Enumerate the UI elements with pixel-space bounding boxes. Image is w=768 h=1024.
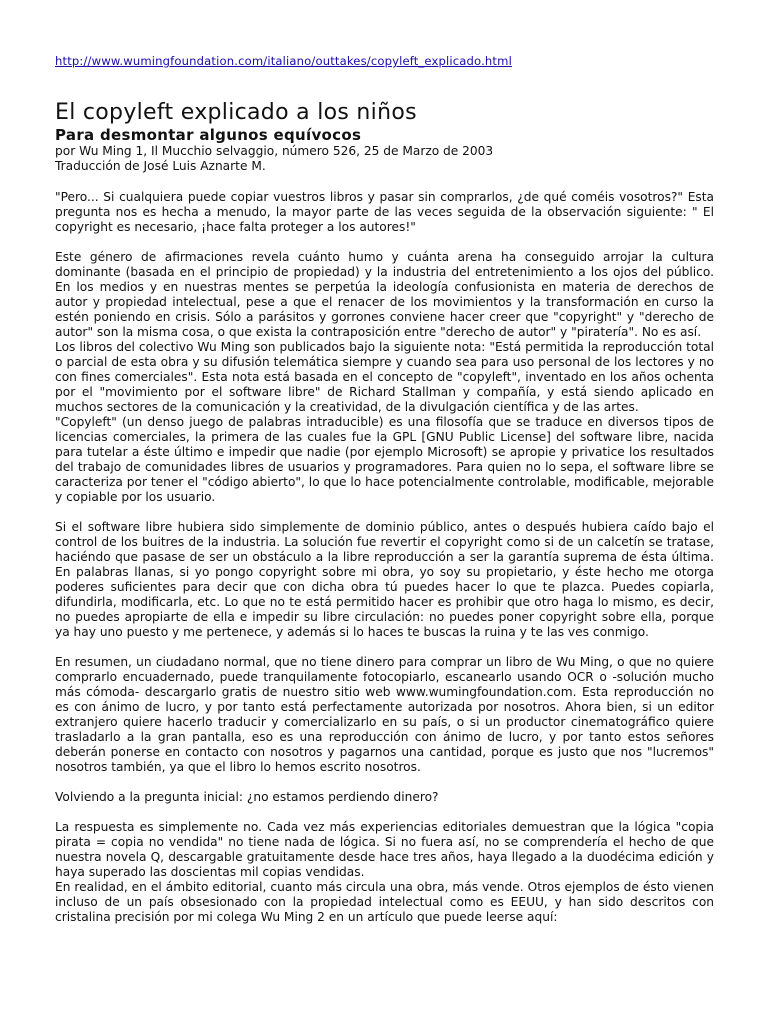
paragraph: "Copyleft" (un denso juego de palabras intraducible) es una filosofía que se traduce en diversos tipos de licencias comerciales, la primera de las cuales fue la GPL [GNU Public License] del software libre, nacida para tutelar a éste último e impedir que nadie (por ejemplo Microsoft) se apropie y privatice los resultados del trabajo de comunidades libres de usuarios y programadores. Para quien no lo sepa, el software libre se caracteriza por tener el "código abierto", lo que lo hace potencialmente controlable, modificable, mejorable y copiable por los usuario. [55,415,714,504]
translation-credit: Traducción de José Luis Aznarte M. [55,159,266,173]
article-title: El copyleft explicado a los niños [55,100,417,125]
source-url-link[interactable]: http://www.wumingfoundation.com/italiano/outtakes/copyleft_explicado.html [55,54,512,68]
paragraph: En realidad, en el ámbito editorial, cuanto más circula una obra, más vende. Otros ejemplos de ésto vienen incluso de un país obsesionado con la propiedad intelectual como es EEUU, y han sido descritos con cristalina precisión por mi colega Wu Ming 2 en un artículo que puede leerse aquí: [55,880,714,924]
paragraph: En resumen, un ciudadano normal, que no tiene dinero para comprar un libro de Wu Ming, o que no quiere comprarlo encuadernado, puede tranquilamente fotocopiarlo, escanearlo usando OCR o -solución mucho más cómoda- descargarlo gratis de nuestro sitio web www.wumingfoundation.com. Esta reproducción no es con ánimo de lucro, y por tanto está perfectamente autorizada por nosotros. Ahora bien, si un editor extranjero quiere hacerlo traducir y comercializarlo en su país, o si un productor cinematográfico quiere trasladarlo a la gran pantalla, eso es una reproducción con ánimo de lucro, y por tanto estos señores deberán ponerse en contacto con nosotros y pagarnos una cantidad, porque es justo que nos "lucremos" nosotros también, ya que el libro lo hemos escrito nosotros. [55,655,714,774]
article-body [55,190,714,925]
paragraph: La respuesta es simplemente no. Cada vez más experiencias editoriales demuestran que la lógica "copia pirata = copia no vendida" no tiene nada de lógica. Si no fuera así, no se comprendería el hecho de que nuestra novela Q, descargable gratuitamente desde hace tres años, haya llegado a la duodécima edición y haya superado las doscientas mil copias vendidas. [55,820,714,879]
paragraph: Este género de afirmaciones revela cuánto humo y cuánta arena ha conseguido arrojar la cultura dominante (basada en el principio de propiedad) y la industria del entretenimiento a los ojos del público. En los medios y en nuestras mentes se perpetúa la ideología confusionista en materia de derechos de autor y propiedad intelectual, pese a que el renacer de los movimientos y la transformación en curso la estén poniendo en crisis. Sólo a parásitos y gorrones conviene hacer creer que "copyright" y "derecho de autor" son la misma cosa, o que exista la contraposición entre "derecho de autor" y "piratería". No es así. [55,250,714,339]
paragraph: Si el software libre hubiera sido simplemente de dominio público, antes o después hubiera caído bajo el control de los buitres de la industria. La solución fue revertir el copyright como si de un calcetín se tratase, haciéndo que pasase de ser un obstáculo a la libre reproducción a ser la garantía suprema de ésta última. En palabras llanas, si yo pongo copyright sobre mi obra, yo soy su propietario, y éste hecho me otorga poderes suficientes para decir que con dicha obra tú puedes hacer lo que te plazca. Puedes copiarla, difundirla, modificarla, etc. Lo que no te está permitido hacer es prohibir que otro haga lo mismo, es decir, no puedes apropiarte de ella e impedir su libre circulación: no puedes poner copyright sobre ella, porque ya hay uno puesto y me pertenece, y además si lo haces te buscas la ruina y te las ves conmigo. [55,520,714,639]
paragraph: Los libros del colectivo Wu Ming son publicados bajo la siguiente nota: "Está permitida la reproducción total o parcial de esta obra y su difusión telemática siempre y cuando sea para uso personal de los lectores y no con fines comerciales". Esta nota está basada en el concepto de "copyleft", inventado en los años ochenta por el "movimiento por el software libre" de Richard Stallman y compañía, y está siendo aplicado en muchos sectores de la comunicación y la creatividad, de la divulgación científica y de las artes. [55,340,714,414]
byline: por Wu Ming 1, Il Mucchio selvaggio, número 526, 25 de Marzo de 2003 [55,144,494,158]
paragraph: Volviendo a la pregunta inicial: ¿no estamos perdiendo dinero? [55,790,439,804]
paragraph: "Pero... Si cualquiera puede copiar vuestros libros y pasar sin comprarlos, ¿de qué coméis vosotros?" Esta pregunta nos es hecha a menudo, la mayor parte de las veces seguida de la observación siguiente: " El copyright es necesario, ¡hace falta proteger a los autores!" [55,190,714,234]
article-subtitle: Para desmontar algunos equívocos [55,126,362,144]
